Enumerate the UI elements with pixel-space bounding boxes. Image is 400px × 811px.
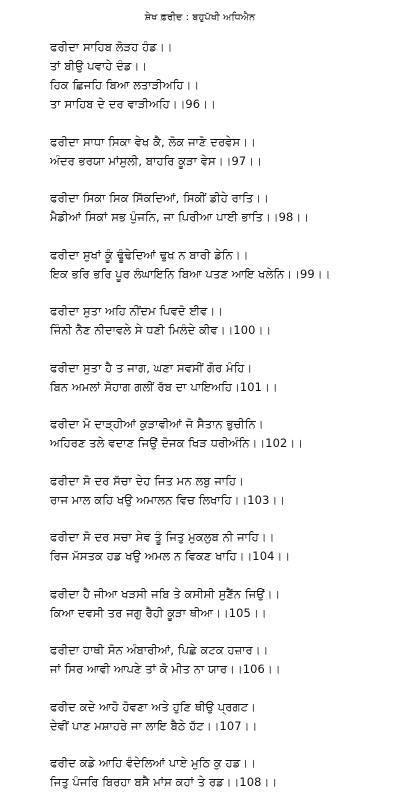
verse-line: ਹਿਕ ਛਿਜਹਿ ਬਿਆ ਲਤਾੜੀਅਹਿ।।	[50, 78, 200, 92]
verse-block	[50, 246, 392, 284]
verse-block	[50, 302, 392, 340]
verse-line: ਜਾਂ ਸਿਰ ਆਵੀ ਆਪਣੇ ਤਾਂ ਕੋ ਮੀਤ ਨਾ ਯਾਰ।।106।।	[50, 662, 281, 676]
verse-line: ਫਰੀਦਾ ਸਿਕਾ ਸਿਕ ਸਿੱਕਦਿਆਂ, ਸਿਕੀਂ ਡੀਹੇ ਰਾਤਿ।।	[50, 191, 269, 205]
verse-line: ਫਰੀਦ ਕਡੇ ਆਹਿ ਵੰਦੇਲਿਆਂ ਪਾਏ ਮੁਠਿ ਕੁ ਹਡ।।	[50, 756, 256, 770]
verse-block	[50, 472, 392, 510]
verse-block	[50, 189, 392, 227]
verse-line: ਫਰੀਦ ਕਦੇ ਆਹੋ ਹੋਵਣਾ ਅਤੇ ਹੁਣਿ ਥੀਉ ਪ੍ਰਗਟ।	[50, 699, 256, 714]
verse-line: ਦੇਵੀਂ ਪਾਣ ਮਸ਼ਾਹਰੇ ਜਾ ਲਾਇ ਬੈਠੇ ਹੱਟ।।107।।	[50, 718, 258, 733]
verse-block	[50, 698, 392, 736]
verse-line: ਫਰੀਦਾ ਸੁਤਾ ਹੈ ਤ ਜਾਗ, ਘਣਾ ਸਵਸੀਂ ਗੋਰ ਮੰਹਿ।	[50, 360, 253, 375]
verse-line: ਤਾਂ ਬੀਉ ਪਵਾਹੇ ਦੰਡ।।	[50, 59, 148, 73]
verse-line: ਫਰੀਦਾ ਸਾਹਿਬ ਲੋੜਹ ਹੰਡ।।	[50, 40, 173, 54]
verse-line: ਰਿਜ ਮੱਸਤਕ ਹਡ ਖਉ ਅਮਲ ਨ ਵਿਕਣ ਖਾਹਿ।।104।।	[50, 549, 291, 563]
verse-block	[50, 133, 392, 171]
verse-line: ਅੰਦਰ ਭਰਯਾ ਮਾਂਸੁਲੀ, ਬਾਹਰਿ ਕੂੜਾ ਵੇਸ।।97।।	[50, 153, 262, 168]
verse-line: ਤਾ ਸਾਹਿਬ ਦੇ ਦਰ ਵਾੜੀਅਹਿ।।96।।	[50, 97, 216, 111]
verse-line: ਕਿਆ ਦਵਸੀ ਤਰ ਜਗੁ ਰੈਹੀ ਕੂੜਾ ਥੀਆ।।105।।	[50, 605, 267, 620]
verse-line: ਇਕ ਭਰਿ ਭਰਿ ਪੂਰ ਲੰਘਾਇਨਿ ਬਿਆ ਪਤਣ ਆਇ ਖਲੇਨਿ।।99।।	[50, 266, 331, 281]
verse-line: ਫਰੀਦਾ ਸੁਖਾਂ ਕੂੰ ਢੂੰਢੇਦਿਆਂ ਢੁਖ ਨ ਬਾਰੀ ਡੇਨਿ।।	[50, 247, 249, 262]
verse-line: ਬਿਨ ਅਮਲਾਂ ਸੋਹਾਗ ਗਲੀਂ ਰੱਬ ਦਾ ਪਾਇਅਹਿ।101।।	[50, 379, 278, 394]
verse-line: ਜਿੰਨੀ ਨੈਣ ਨੀਦਾਵਲੇ ਸੇ ਧਣੀ ਮਿਲੰਦੇ ਕੀਵ।।100।।	[50, 323, 272, 337]
verse-line: ਰਾਜ ਮਾਲ ਕਹਿ ਖਉ ਅਮਾਲਨ ਵਿਚ ਲਿਖਾਹਿ।।103।।	[50, 492, 286, 507]
verse-block	[50, 754, 392, 792]
verse-line: ਅਹਿਰਣ ਤਲੇ ਵਦਾਣ ਜਿਉਂ ਦੋਜਕ ਖਿੜ ਧਰੀਅੰਨਿ।।102।।	[50, 436, 304, 450]
verse-line: ਫਰੀਦਾ ਸੋ ਦਰ ਸਚਾ ਸੇਵ ਤੂੰ ਜਿਤੁ ਮੁਕਲੁਬ ਨੀ ਜਾਹਿ।।	[50, 530, 275, 544]
verse-block	[50, 585, 392, 623]
verse-line: ਮੈਡੀਆਂ ਸਿਕਾਂ ਸਭ ਪੁੰਜਨਿ, ਜਾ ਪਿਰੀਆ ਪਾਈ ਭਾਤਿ।।98।।	[50, 210, 310, 224]
verse-line: ਫਰੀਦਾ ਸੁਤਾ ਅਹਿ ਨੀਂਦਮ ਪਿਵਦੋ ਈਵ।।	[50, 304, 224, 318]
verse-line: ਫਰੀਦਾ ਸਾਧਾ ਸਿਕਾ ਵੇਖ ਕੈ, ਲੋਕ ਜਾਣੋ ਦਰਵੇਸ।।	[50, 134, 256, 149]
page-header: ਸ਼ੇਖ ਫ਼ਰੀਦ : ਬਹੁਪੱਖੀ ਅਧਿਐਨ	[144, 12, 256, 23]
verse-line: ਫਰੀਦਾ ਹੈ ਜੀਆ ਖੜਸੀ ਜਬਿ ਤੇ ਕਸੀਸੀ ਸੁਣੈਂਨ ਜਿਉਂ।।	[50, 586, 281, 601]
verse-list	[50, 38, 392, 811]
verse-block	[50, 38, 392, 114]
verse-line: ਫਰੀਦਾ ਸੋ ਦਰ ਸੱਚਾ ਦੇਹ ਜਿਤ ਮਨ ਲਬੁ ਜਾਹਿ।	[50, 473, 244, 488]
verse-block	[50, 528, 392, 566]
verse-line: ਜਿਤੁ ਪੰਜਰਿ ਬਿਰਹਾ ਬਸੈ ਮਾਂਸ ਕਹਾਂ ਤੇ ਰਡ।।108।।	[50, 775, 278, 789]
verse-line: ਫਰੀਦਾ ਮੋ ਦਾੜ੍ਹੀਆਂ ਕੁੜਾਵੀਆਂ ਜੋ ਸੈਤਾਨ ਭੁਚੀਨਿ।	[50, 417, 264, 431]
verse-block	[50, 415, 392, 453]
verse-block	[50, 641, 392, 679]
verse-line: ਫਰੀਦਾ ਹਾਥੀ ਸੋਨ ਅੰਬਾਰੀਆਂ, ਪਿਛੇ ਕਟਕ ਹਜ਼ਾਰ।।	[50, 643, 269, 657]
verse-block	[50, 359, 392, 397]
